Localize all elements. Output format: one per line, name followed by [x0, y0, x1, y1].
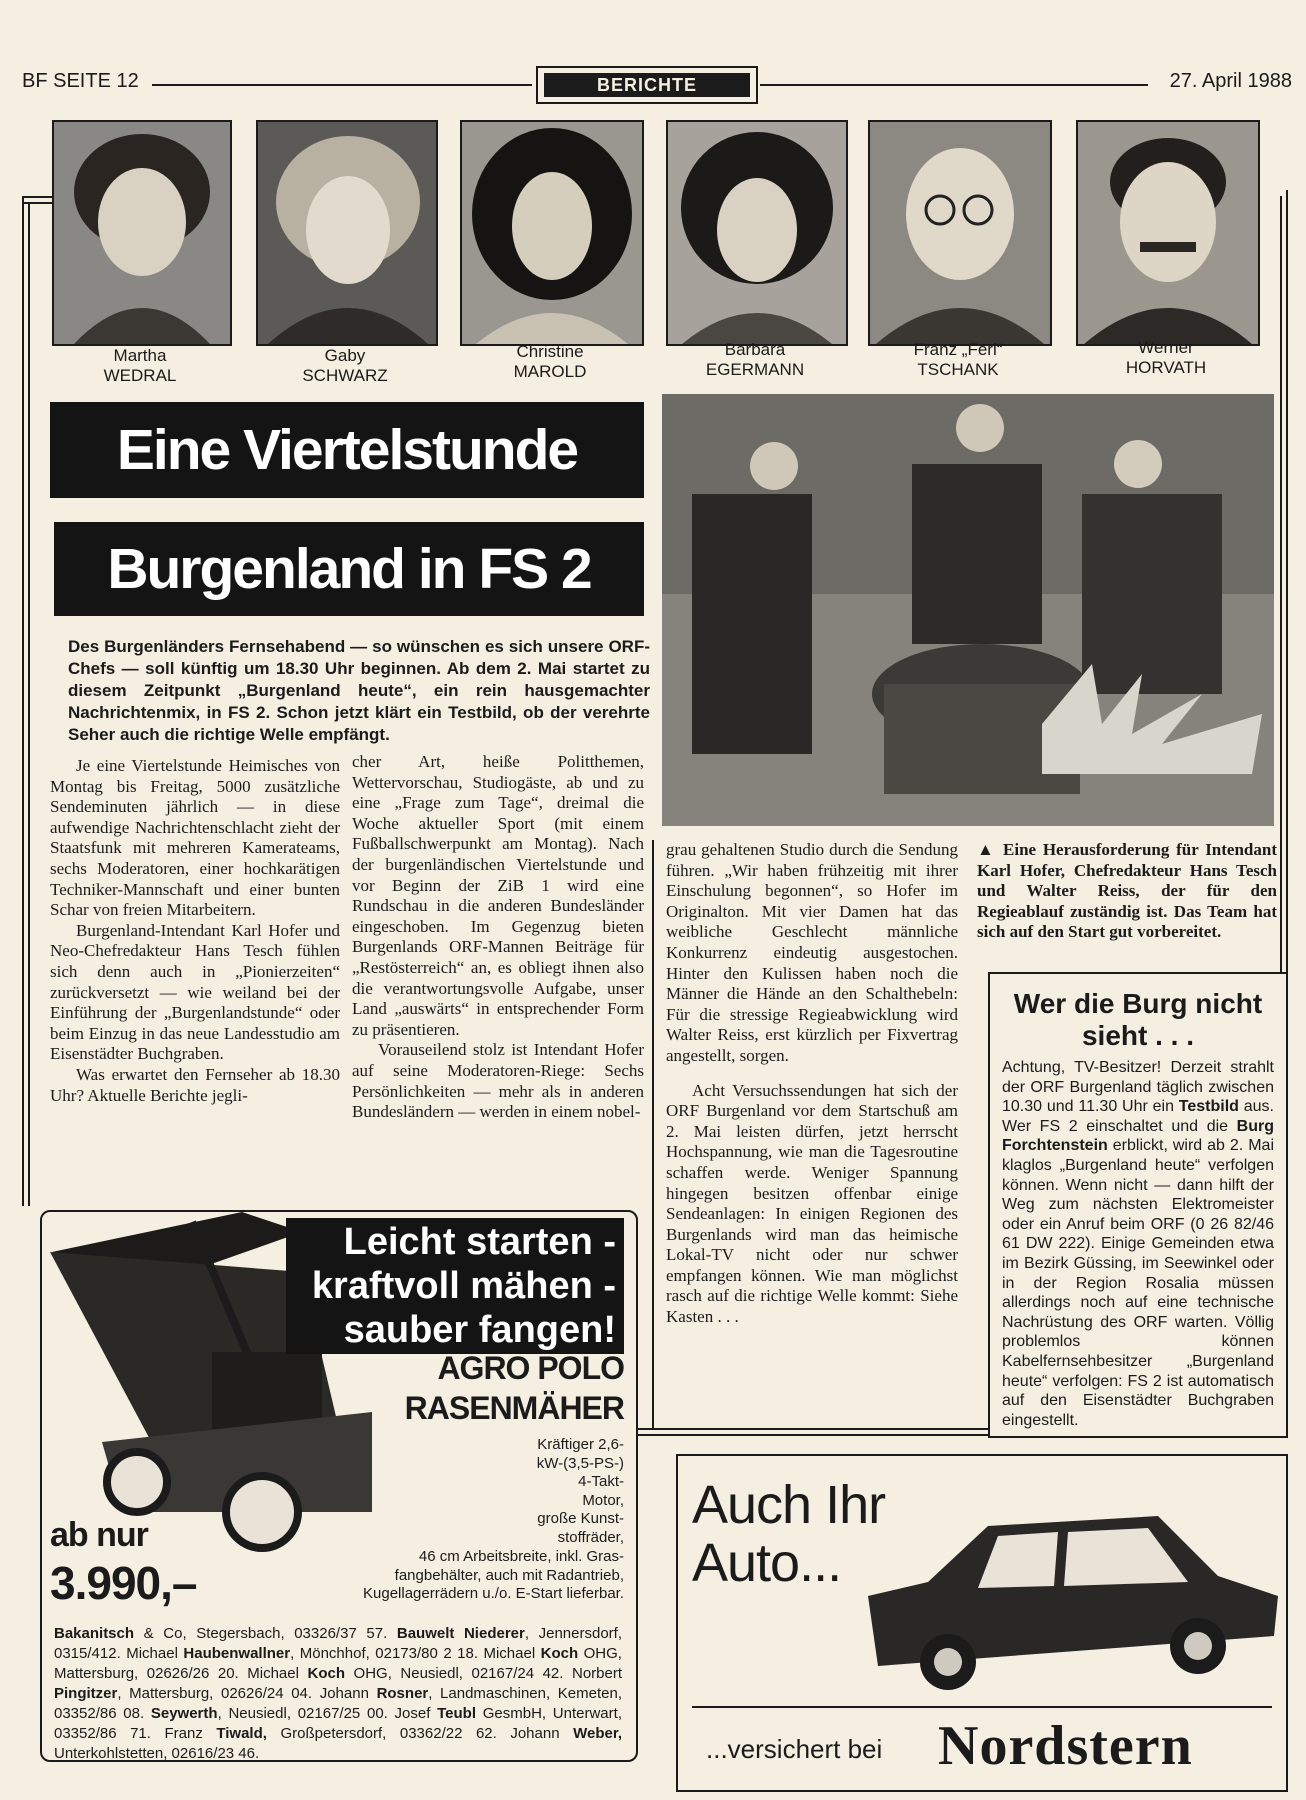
portrait-name: Martha WEDRAL [103, 346, 177, 385]
article-column-2: cher Art, heiße Politthemen, Wettervorschau, Studiogäste, ab und zu eine „Frage zum Tage“, dreimal die Woche aktueller Sport (mit einem Fußballschwerpunkt am Montag). Nach der burgenländischen Viertelstunde und vor Beginn der ZiB 1 wird eine Rundschau in die anderen Bundesländer eingeschoben. Im Gegenzug bieten Burgenlands ORF-Mannen Beiträge für „Restösterreich“ an, es obliegt ihnen also die verantwortungsvolle Aufgabe, unser Land „auswärts“ in entsprechender Form zu präsentieren. Vorauseilend stolz ist Intendant Hofer auf seine Moderatoren-Riege: Sechs Persönlichkeiten — mehr als in anderen Bundesländern — werden in einem nobel- [352, 752, 644, 1122]
header-rule-right [760, 84, 1148, 86]
ad-rule [692, 1706, 1272, 1708]
header-rule-left [152, 84, 532, 86]
dealer-details: & Co, Stegersbach, 03326/37 57. [134, 1625, 397, 1642]
dealer-details: , Mönchhof, 02173/80 2 18. Michael [290, 1645, 541, 1662]
dealer-name: Rosner [376, 1685, 429, 1702]
ad-price-prefix: ab nur [50, 1516, 148, 1554]
frame-rule [28, 202, 30, 1206]
dealer-name: Koch [540, 1645, 579, 1662]
frame-rule [636, 1428, 988, 1430]
article-column-1: Je eine Viertelstunde Heimisches von Montag bis Freitag, 5000 zusätzliche Sendeminuten jährlich — in diese aufwendige Nachrichtenschlacht zieht der Staatsfunk mit mehreren Kamerateams, sechs Moderatoren, einer hochkarätigen Techniker-Mannschaft und einer bunten Schar von freien Mitarbeitern. Burgenland-Intendant Karl Hofer und Neo-Chefredakteur Hans Tesch fühlen sich denn auch in „Pionierzeiten“ zurückversetzt — wie weiland bei der Einführung der „Burgenlandstunde“ oder beim Einzug in das neue Landesstudio am Eisenstädter Buchgraben. Was erwartet den Fernseher ab 18.30 Uhr? Aktuelle Berichte jegli- [50, 756, 340, 1105]
dealer-details: Unterkohlstetten, 02616/23 46. [54, 1745, 260, 1762]
portrait-name: Gaby SCHWARZ [302, 346, 388, 385]
info-box-text: Achtung, TV-Besitzer! Derzeit strahlt der ORF Burgenland täglich zwischen 10.30 und 11.30 Uhr ein Testbild aus. Wer FS 2 einschaltet und die Burg Forchtenstein erblickt, wird ab 2. Mai klaglos „Burgenland heute“ verfolgen können. Wenn nicht — dann hilft der Weg zum nächsten Elektromeister oder ein Anruf beim ORF (0 26 82/46 61 DW 222). Einige Gemeinden etwa im Bezirk Güssing, im Seewinkel oder in der Region Rosalia müssen allerdings noch auf eine technische Nachrüstung des ORF warten. Völlig problemlos können Kabelfernsehbesitzer „Burgenland heute“ verfolgen: FS 2 ist automatisch auf den Eisenstädter Buchgraben eingestellt. [1002, 1059, 1274, 1429]
portrait-photo [1076, 120, 1260, 346]
article-lead: Des Burgenländers Fernsehabend — so wünschen es sich unsere ORF-Chefs — soll künftig um 18.30 Uhr beginnen. Ab dem 2. Mai startet zu diesem Zeitpunkt „Burgenland heute“, ein rein hausgemachter Nachrichtenmix, in FS 2. Schon jetzt klärt ein Testbild, ob der verehrte Seher auch die richtige Welle empfängt. [68, 637, 650, 744]
frame-rule [22, 196, 52, 198]
info-box [988, 972, 1288, 1438]
portrait-photo [52, 120, 232, 346]
portrait-name: Christine MAROLD [513, 342, 587, 381]
ad-headline: Auch Ihr Auto... [692, 1475, 886, 1593]
info-box-title: Wer die Burg nicht sieht . . . [1013, 988, 1263, 1051]
dealer-name: Teubl [437, 1705, 477, 1722]
dealer-name: Bauwelt Niederer [396, 1625, 525, 1642]
frame-rule [1280, 196, 1282, 972]
headline-primary: Eine Viertelstunde [50, 402, 644, 498]
dealer-details: Großpetersdorf, 03362/22 62. Johann [266, 1725, 574, 1742]
portrait-photo [256, 120, 438, 346]
lawnmower-ad [40, 1210, 638, 1762]
ad-price: 3.990,– [50, 1557, 197, 1609]
article-column-3: grau gehaltenen Studio durch die Sendung führen. „Wir haben frühzeitig mit ihrer Einschulung begonnen“, so Hofer im Originalton. Mit vier Damen hat das weibliche Geschlecht männliche Konkurrenz eindeutig ausgestochen. Hinter den Kulissen haben noch die Männer die Hände an den Schalthebeln: Für die stressige Regieabwicklung wird Walter Reiss, erst kürzlich per Fixvertrag angestellt, sorgen. Acht Versuchssendungen hat sich der ORF Burgenland vor dem Startschuß am 2. Mai leisten dürfen, jetzt herrscht Hochspannung, wie man die Tagesroutine schaffen werde. Weniger Spannung hingegen besitzen offenbar einige Sendeanlagen: In einigen Regionen des Burgenlands wird man das heimische Lokal-TV nicht oder nur schwer empfangen können. Wie man möglichst rasch auf die richtige Welle kommt: Siehe Kasten . . . [666, 840, 958, 1327]
photo-caption: ▲ Eine Herausforderung für Intendant Karl Hofer, Chefredakteur Hans Tesch und Walter Reiss, der für den Regieablauf zuständig ist. Das Team hat sich auf den Start gut vorbereitet. [977, 840, 1277, 942]
frame-rule [22, 196, 24, 1206]
frame-rule [1286, 190, 1288, 972]
ad-specs-bottom: 46 cm Arbeitsbreite, inkl. Gras- fangbehälter, auch mit Radantrieb, Kugellagerrädern u./o. E-Start lieferbar. [363, 1548, 624, 1602]
portrait-name: Werner HORVATH [1125, 338, 1207, 377]
dealer-details: , Jennersdorf, 0315/412. Michael [54, 1625, 622, 1662]
insurance-ad [676, 1454, 1288, 1792]
portrait-name: Franz „Feri“ TSCHANK [913, 340, 1003, 379]
issue-date: 27. April 1988 [1169, 70, 1292, 92]
portrait-photo [460, 120, 644, 346]
frame-rule [636, 1434, 988, 1436]
frame-rule [22, 202, 52, 204]
studio-photo [662, 394, 1274, 826]
dealer-name: Weber, [573, 1725, 623, 1742]
section-label: BERICHTE [544, 73, 750, 97]
dealer-name: Haubenwallner [183, 1645, 291, 1662]
ad-brand-logo: Nordstern [938, 1715, 1193, 1777]
dealer-details: OHG, Mattersburg, 02626/26 20. Michael [54, 1645, 622, 1682]
dealer-details: , Neusiedl, 02167/25 00. Josef [217, 1705, 438, 1722]
ad-specs-top: Kräftiger 2,6- kW-(3,5-PS-) 4-Takt- Motor, große Kunst- stoffräder, [536, 1436, 624, 1546]
dealer-details: GesmbH, Unterwart, 03352/86 71. Franz [54, 1705, 622, 1742]
portrait-photo [868, 120, 1052, 346]
car-illustration [858, 1486, 1282, 1696]
dealer-name: Tiwald, [216, 1725, 267, 1742]
ad-slogan: Leicht starten - kraftvoll mähen - sauber fangen! [286, 1218, 624, 1354]
column-rule [652, 840, 654, 1428]
ad-brand-line: AGRO POLO [437, 1350, 624, 1386]
dealer-details: , Landmaschinen, Kemeten, 03352/86 08. [54, 1685, 622, 1722]
portrait-name: Barbara EGERMANN [705, 340, 805, 379]
headline-secondary: Burgenland in FS 2 [54, 522, 644, 616]
section-label-box [536, 66, 758, 104]
ad-product-line: RASENMÄHER [404, 1390, 624, 1426]
dealer-name: Seywerth [150, 1705, 218, 1722]
portrait-photo [666, 120, 848, 346]
dealer-name: Pingitzer [54, 1685, 118, 1702]
ad-tagline: ...versichert bei [706, 1734, 883, 1764]
dealer-list [54, 1624, 622, 1762]
dealer-name: Bakanitsch [54, 1625, 135, 1642]
page-label: BF SEITE 12 [22, 70, 139, 92]
dealer-details: OHG, Neusiedl, 02167/24 42. Norbert [344, 1665, 622, 1682]
dealer-details: , Mattersburg, 02626/24 04. Johann [117, 1685, 377, 1702]
dealer-name: Koch [307, 1665, 345, 1682]
